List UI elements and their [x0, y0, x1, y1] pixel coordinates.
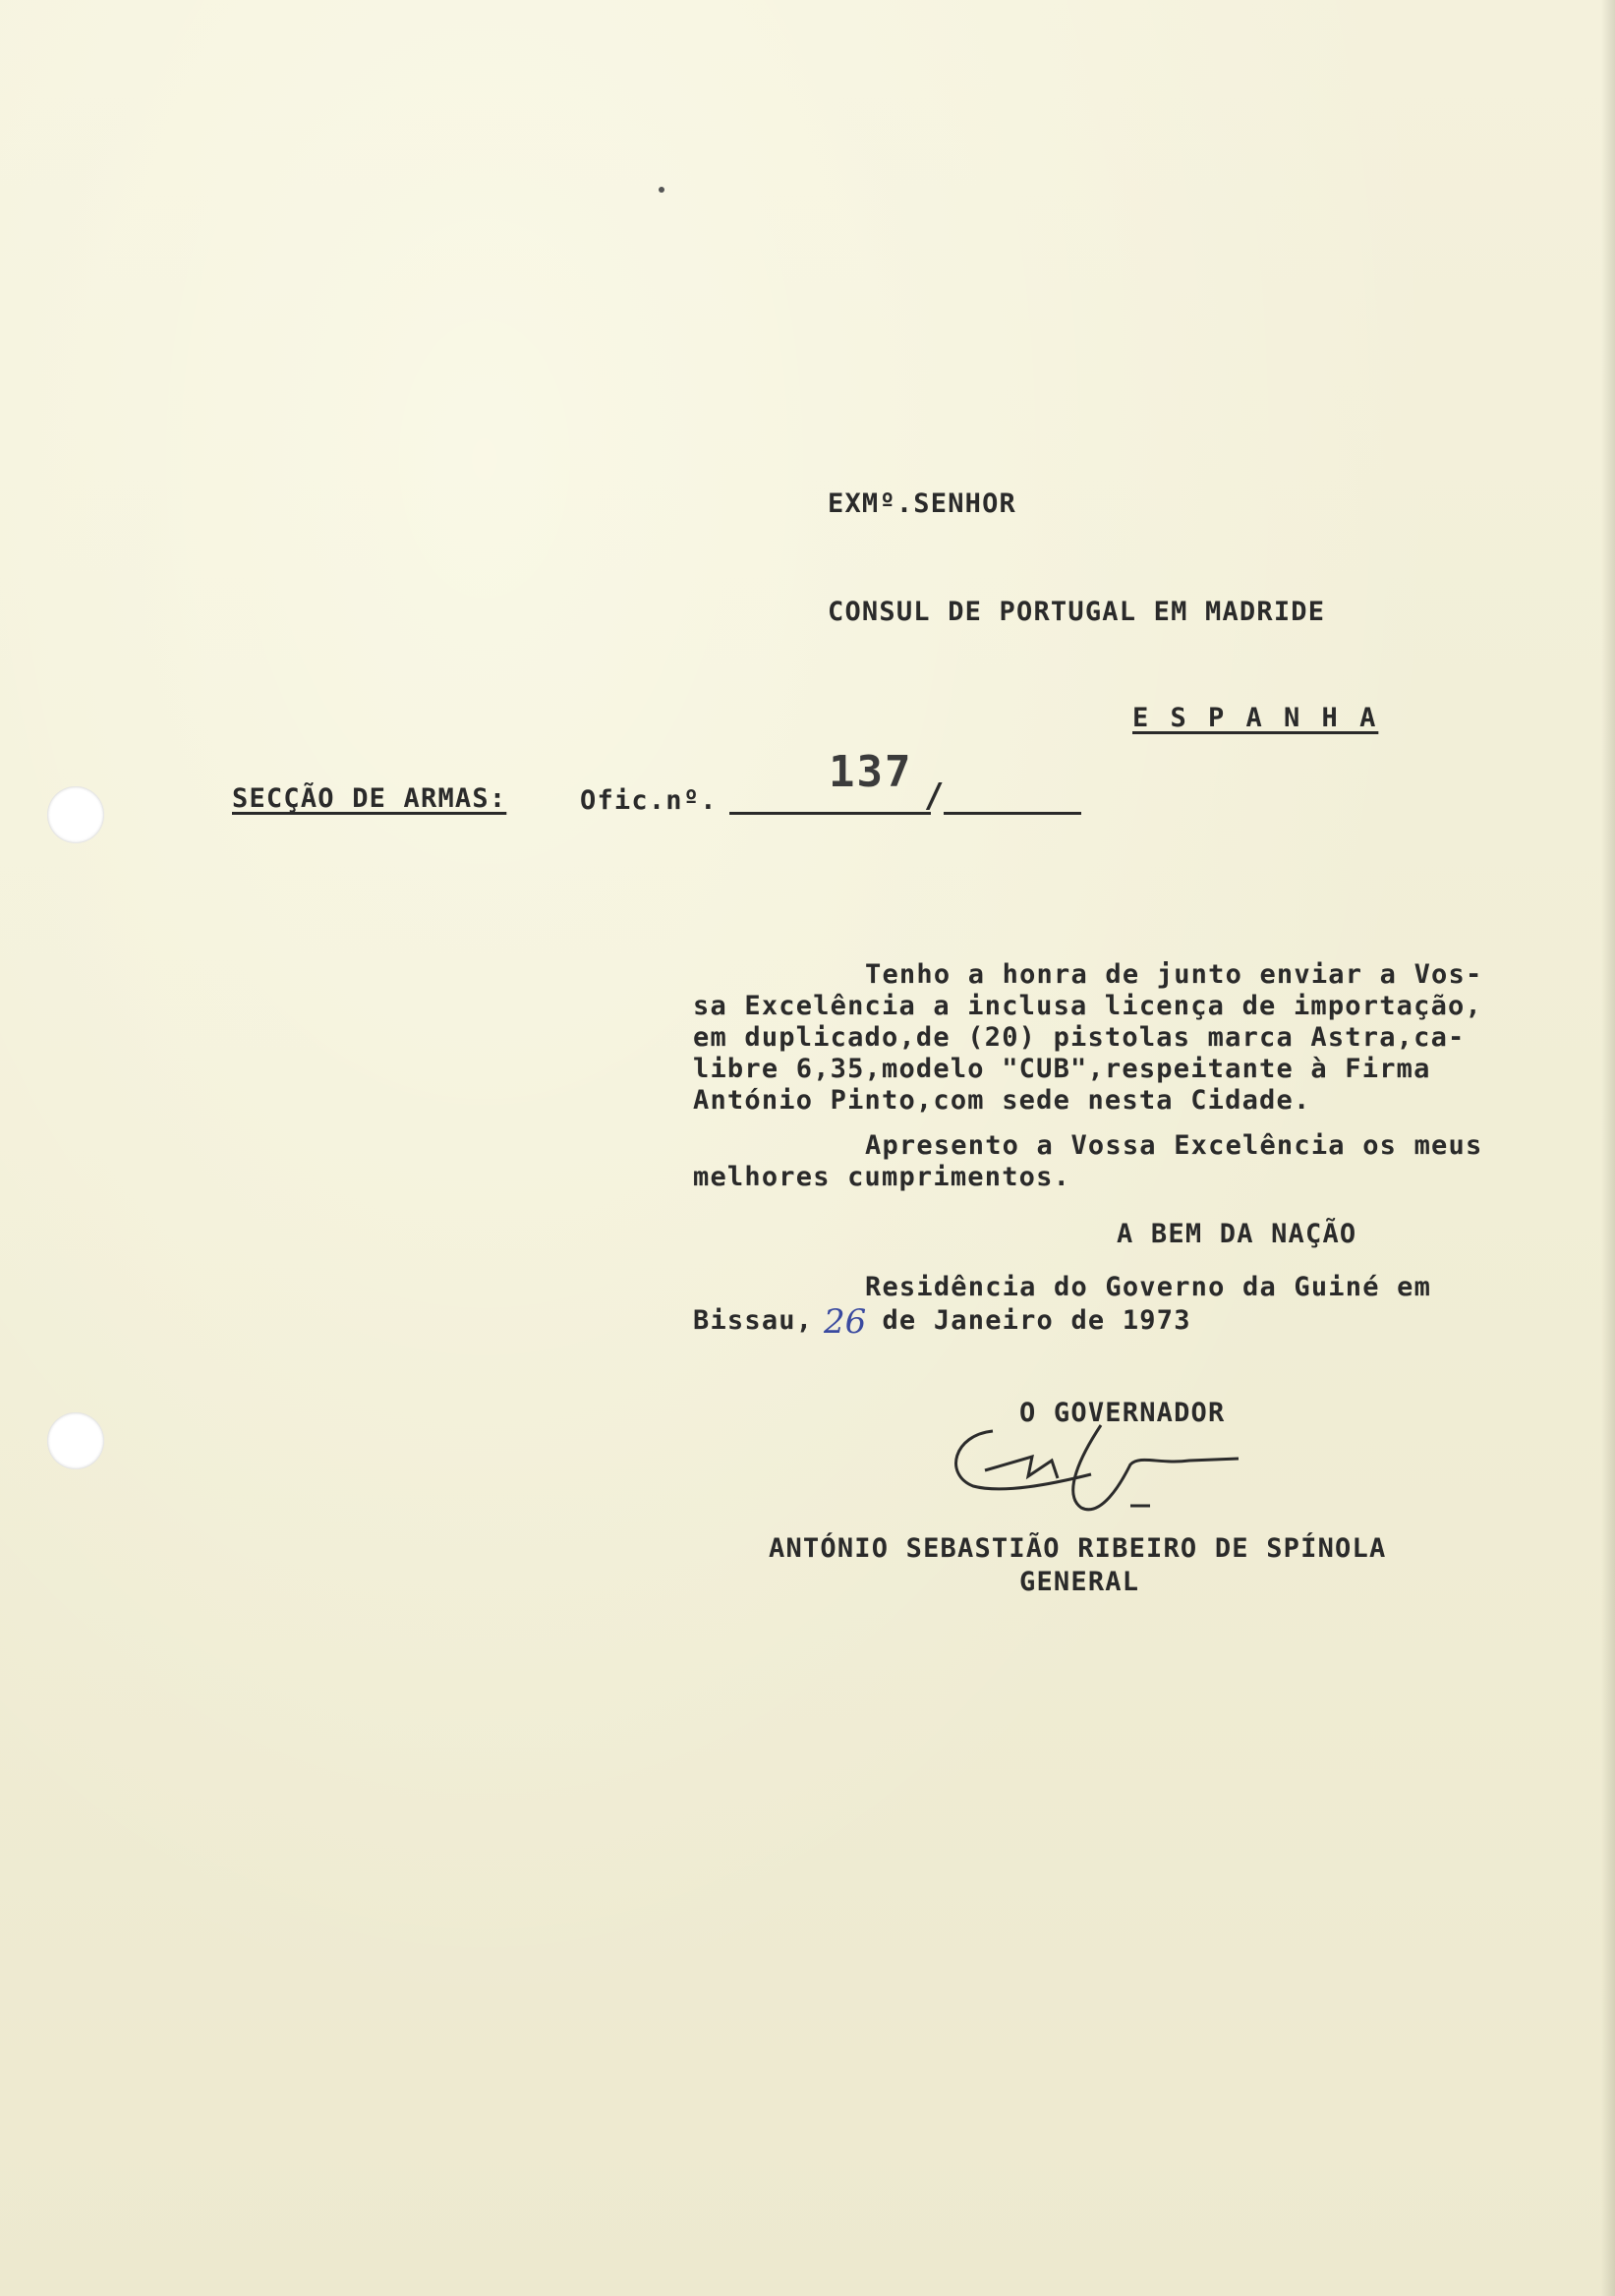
body-line-3: em duplicado,de (20) pistolas marca Astra,ca- — [693, 1022, 1466, 1053]
signatory-rank: GENERAL — [1019, 1567, 1140, 1597]
body-line-5: António Pinto,com sede nesta Cidade. — [693, 1085, 1311, 1116]
country-line: E S P A N H A — [1132, 703, 1379, 733]
signature-title: O GOVERNADOR — [1019, 1398, 1226, 1428]
punch-hole-bottom — [47, 1412, 104, 1469]
oficio-number-field — [729, 812, 931, 815]
body-line-2: sa Excelência a inclusa licença de importação, — [693, 991, 1482, 1021]
date-prefix: Bissau, — [693, 1305, 814, 1336]
body-line-6: Apresento a Vossa Excelência os meus — [865, 1130, 1483, 1161]
oficio-label: Ofic.nº. — [580, 785, 718, 816]
recipient-line: CONSUL DE PORTUGAL EM MADRIDE — [828, 597, 1326, 627]
motto: A BEM DA NAÇÃO — [1117, 1219, 1357, 1249]
punch-hole-top — [47, 786, 104, 843]
section-label: SECÇÃO DE ARMAS: — [232, 783, 507, 814]
paper-speck — [659, 187, 664, 193]
body-line-7: melhores cumprimentos. — [693, 1162, 1071, 1192]
page-edge-shadow — [1601, 0, 1615, 2296]
salutation: EXMº.SENHOR — [828, 488, 1017, 519]
date-day-handwritten: 26 — [824, 1302, 867, 1342]
body-line-1: Tenho a honra de junto enviar a Vos- — [865, 959, 1483, 990]
oficio-slash: / — [924, 776, 945, 816]
date-suffix: de Janeiro de 1973 — [865, 1305, 1191, 1336]
signatory-name: ANTÓNIO SEBASTIÃO RIBEIRO DE SPÍNOLA — [769, 1533, 1387, 1564]
body-line-4: libre 6,35,modelo "CUB",respeitante à Firma — [693, 1054, 1431, 1084]
place-line: Residência do Governo da Guiné em — [865, 1272, 1432, 1302]
oficio-year-field — [944, 812, 1081, 815]
signature-mark — [934, 1396, 1248, 1523]
oficio-number: 137 — [829, 747, 913, 797]
